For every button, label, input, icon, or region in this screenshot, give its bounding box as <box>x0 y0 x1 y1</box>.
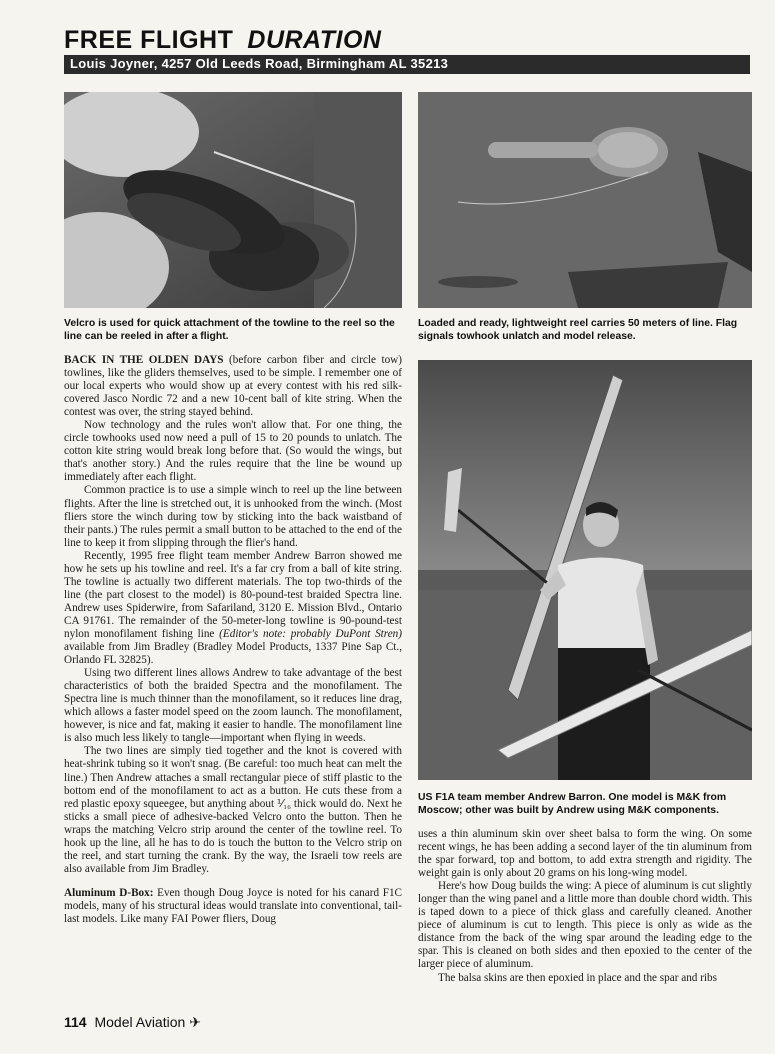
caption-photo1: Velcro is used for quick attachment of the towline to the reel so the line can be reeled in after a flight. <box>64 318 395 342</box>
title-free-flight: FREE FLIGHT <box>64 26 234 54</box>
right-paragraph-2: Here's how Doug builds the wing: A piece of aluminum is cut slightly longer than the wing panel and a little more than double chord width. This is taped down to a piece of thick glass and carefully cleaned. Another piece of aluminum is cut to length. This piece is only as wide as the distance from the back of the wing spar around the leading edge to the spar. This is cleaned on both sides and then epoxied to the center of the larger piece of aluminum. <box>418 880 752 971</box>
page-title <box>64 26 381 55</box>
right-paragraph-1: uses a thin aluminum skin over sheet balsa to form the wing. On some recent wings, he has been adding a second layer of the tin aluminum from the spar forward, top and bottom, to add extra strength and rigidity. The weight gain is only about 20 grams on his long-wing model. <box>418 828 752 880</box>
paragraph-1 <box>64 354 402 419</box>
author-byline: Louis Joyner, 4257 Old Leeds Road, Birmingham AL 35213 <box>70 56 449 71</box>
photo-loaded-reel <box>418 92 752 308</box>
photo-andrew-barron-image <box>418 360 752 780</box>
page-footer <box>64 1014 201 1031</box>
paragraph-1-text: (before carbon fiber and circle tow) towlines, like the gliders themselves, used to be simple. I remember one of our local experts who would show up at every contest with his red silk-covered Jasco Nordic 72 and a new 10-cent ball of kite string. When the contest was over, the string stayed behind. <box>64 354 402 419</box>
paragraph-4-text-a: Recently, 1995 free flight team member Andrew Barron showed me how he sets up his towline and reel. It's a far cry from a ball of kite string. The towline is actually two different materials. The top two-thirds of the line (the part closest to the model) is 80-pound-test braided Spectra line. Andrew uses Spiderwire, from Safariland, 3120 E. Mission Blvd., Ontario CA 91761. The remainder of the 50-meter-long towline is 90-pound-test nylon monofilament fishing line <box>64 549 402 640</box>
paragraph-1-lead: BACK IN THE OLDEN DAYS <box>64 354 224 366</box>
photo-velcro-reel-image <box>64 92 402 308</box>
paragraph-4 <box>64 550 402 667</box>
right-column <box>418 828 752 985</box>
photo-velcro-reel <box>64 92 402 308</box>
photo-loaded-reel-image <box>418 92 752 308</box>
paragraph-4-editor-note: (Editor's note: probably DuPont Stren) <box>219 627 402 640</box>
page-number: 114 <box>64 1014 87 1030</box>
paragraph-4-text-b: available from Jim Bradley (Bradley Model Products, 1337 Pine Sap Ct., Orlando FL 32825). <box>64 641 402 667</box>
paragraph-2: Now technology and the rules won't allow that. For one thing, the circle towhooks used now need a pull of 15 to 20 pounds to unlatch. The cotton kite string would break long before that. (So would the wings, but that's another story.) And the rules require that the line be wound up immediately after each flight. <box>64 419 402 484</box>
magazine-name: Model Aviation <box>94 1014 186 1030</box>
caption-photo3: US F1A team member Andrew Barron. One model is M&K from Moscow; other was built by Andrew using M&K components. <box>418 792 727 816</box>
subhead-aluminum-dbox: Aluminum D-Box: <box>64 886 154 899</box>
paragraph-7 <box>64 887 402 926</box>
paragraph-7-text: Even though Doug Joyce is noted for his canard F1C models, many of his structural ideas would translate into conventional, tail-last models. Like many FAI Power fliers, Doug <box>64 886 403 925</box>
paragraph-6: The two lines are simply tied together and the knot is covered with heat-shrink tubing so it won't snag. (Be careful: too much heat can melt the line.) Then Andrew attaches a small rectangular piece of stiff plastic to the bottom end of the monofilament to act as a button. He cuts these from a red plastic epoxy squeegee, but anything about ⅟₁₆ thick would do. Next he sticks a small piece of adhesive-backed Velcro onto the button. Then he wraps the matching Velcro strip around the center of the towline reel. To hook up the line, all he has to do is touch the button to the Velcro strip on the reel, and start turning the crank. By the way, the Israeli tow reels are also available from Jim Bradley. <box>64 745 402 875</box>
right-paragraph-3: The balsa skins are then epoxied in place and the spar and ribs <box>438 971 717 984</box>
photo-andrew-barron <box>418 360 752 780</box>
left-column <box>64 354 402 926</box>
title-duration: DURATION <box>247 26 382 54</box>
caption-photo2: Loaded and ready, lightweight reel carries 50 meters of line. Flag signals towhook unlatch and model release. <box>418 318 738 342</box>
airplane-icon: ✈ <box>189 1014 201 1030</box>
paragraph-5: Using two different lines allows Andrew to take advantage of the best characteristics of both the braided Spectra and the monofilament. The Spectra line is much thinner than the monofilament, so it reduces line drag, which allows a faster model speed on the zoom launch. The monofilament, however, is nice and fat, making it easier to handle. The monofilament line is also much less likely to tangle—important when flying in weeds. <box>64 667 402 745</box>
paragraph-3: Common practice is to use a simple winch to reel up the line between flights. After the line is stretched out, it is unhooked from the winch. (Most fliers store the winch during tow by sticking into the back waistband of their pants.) The rules permit a small button to be attached to the end of the line to keep it from slipping through the flier's hand. <box>64 484 402 549</box>
